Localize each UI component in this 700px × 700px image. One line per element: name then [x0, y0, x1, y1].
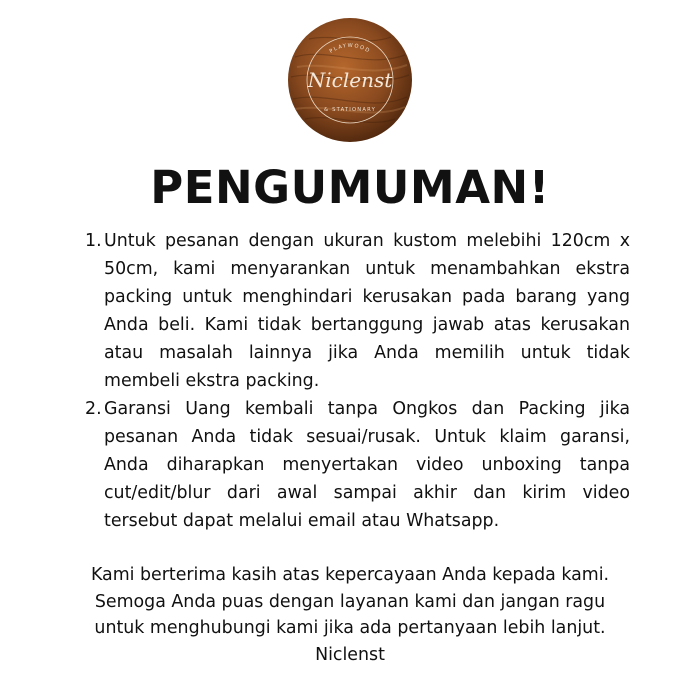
notice-item-1	[85, 227, 630, 395]
logo-bottom-text: & STATIONARY	[324, 107, 376, 113]
signature: Niclenst	[315, 644, 385, 665]
brand-logo	[287, 17, 413, 143]
notice-list	[85, 227, 630, 535]
closing-line: untuk menghubungi kami jika ada pertanyaan lebih lanjut.	[94, 618, 606, 638]
notice-number: 2.	[85, 399, 102, 419]
notice-text: Garansi Uang kembali tanpa Ongkos dan Packing jika pesanan Anda tidak sesuai/rusak. Untuk klaim garansi, Anda diharapkan menyertakan video unboxing tanpa cut/edit/blur dari awal sampai akhir dan kirim video tersebut dapat melalui email atau Whatsapp.	[104, 399, 630, 531]
logo-top-text: PLAYWOOD	[328, 42, 372, 55]
closing-line: Semoga Anda puas dengan layanan kami dan jangan ragu	[94, 591, 606, 612]
notice-item-2	[85, 395, 630, 535]
notice-text: Untuk pesanan dengan ukuran kustom melebihi 120cm x 50cm, kami menyarankan untuk menambahkan ekstra packing untuk menghindari kerusakan pada barang yang Anda beli. Kami tidak bertanggung jawab atas kerusakan atau masalah lainnya jika Anda memilih untuk tidak membeli ekstra packing.	[104, 231, 630, 391]
logo-wood-circle	[287, 17, 413, 143]
announcement-title: PENGUMUMAN!	[150, 161, 550, 214]
closing-line: Kami berterima kasih atas kepercayaan Anda kepada kami.	[90, 565, 610, 585]
closing-message	[0, 562, 700, 668]
logo-brand-text: Niclenst	[307, 68, 393, 92]
notice-number: 1.	[85, 231, 102, 251]
